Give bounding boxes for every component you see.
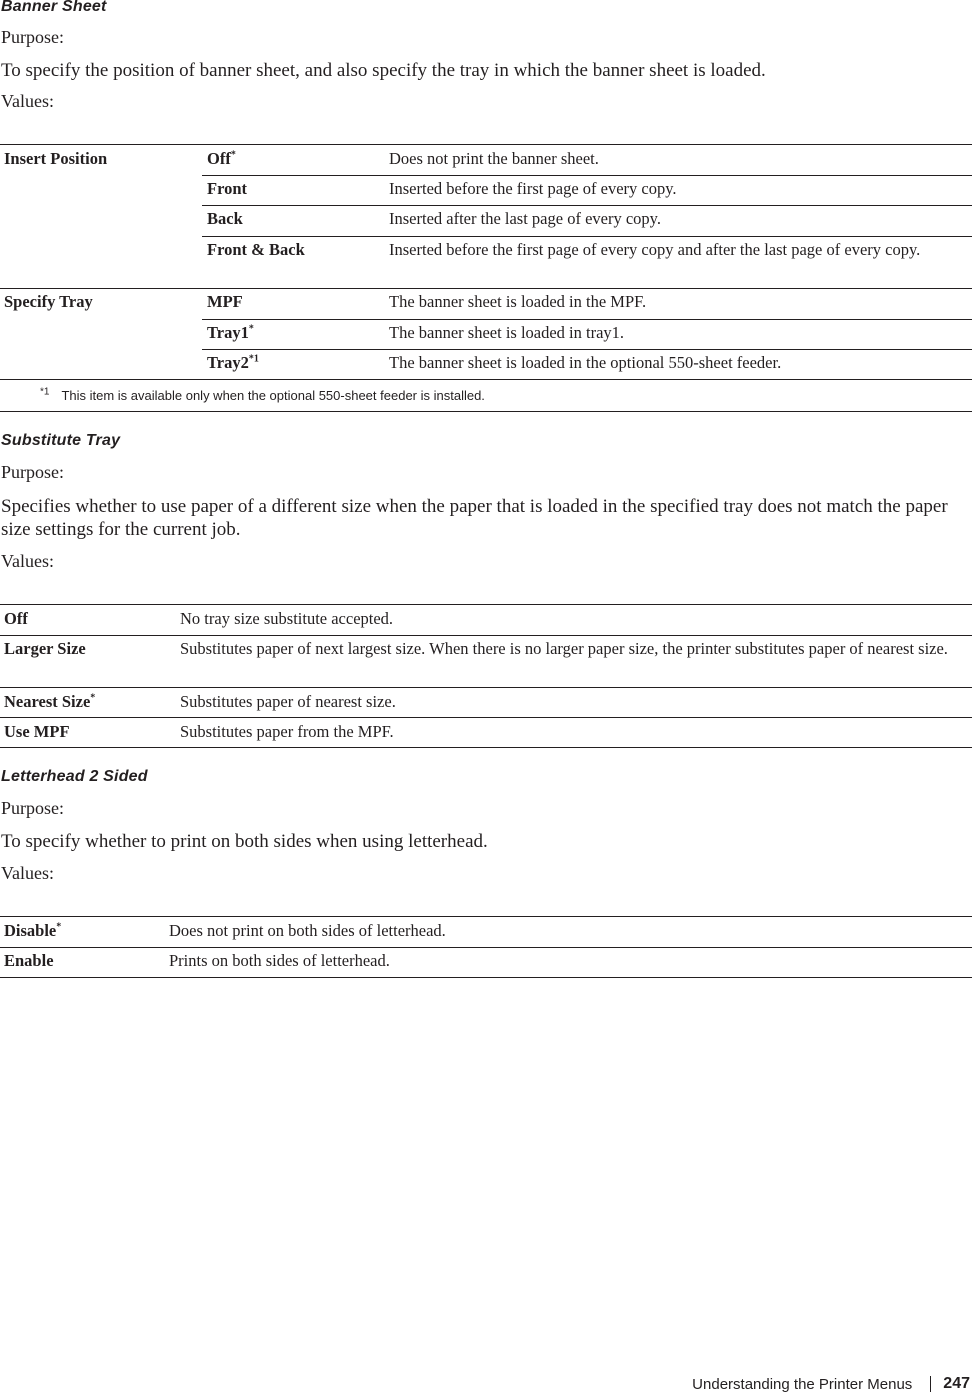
value-description: Inserted before the first page of every copy and after the last page of every copy. bbox=[389, 240, 921, 259]
value-label: Off bbox=[4, 609, 28, 628]
section-title-banner-sheet: Banner Sheet bbox=[1, 0, 107, 15]
table-rule bbox=[0, 635, 972, 636]
table-row bbox=[207, 148, 236, 170]
group-insert-position: Insert Position bbox=[4, 149, 108, 168]
value-description: Inserted before the first page of every copy. bbox=[389, 179, 677, 198]
table-rule bbox=[0, 687, 972, 688]
value-label: Tray1 bbox=[207, 323, 249, 342]
table-rule bbox=[202, 175, 972, 176]
footer-section-title: Understanding the Printer Menus bbox=[692, 1375, 913, 1393]
table-row bbox=[207, 239, 305, 261]
table-rule bbox=[202, 319, 972, 320]
value-label: Larger Size bbox=[4, 639, 86, 658]
table-rule bbox=[0, 604, 972, 605]
purpose-text: To specify the position of banner sheet, and also specify the tray in which the banner sheet is loaded. bbox=[1, 60, 766, 81]
table-row bbox=[4, 691, 95, 713]
value-label: Front & Back bbox=[207, 240, 305, 259]
default-mark: * bbox=[56, 921, 62, 933]
footnote-mark: *1 bbox=[40, 386, 50, 398]
table-row bbox=[207, 322, 254, 344]
value-label: MPF bbox=[207, 292, 243, 311]
value-label: Nearest Size bbox=[4, 692, 91, 711]
value-label: Use MPF bbox=[4, 722, 70, 741]
values-label: Values: bbox=[1, 863, 54, 883]
table-rule bbox=[202, 205, 972, 206]
table-row bbox=[4, 638, 86, 660]
table-row bbox=[207, 178, 247, 200]
table-row bbox=[4, 950, 54, 972]
value-description: Substitutes paper from the MPF. bbox=[180, 722, 394, 741]
default-mark: * bbox=[248, 323, 254, 335]
value-label: Off bbox=[207, 149, 231, 168]
value-label: Back bbox=[207, 209, 243, 228]
value-description: Does not print the banner sheet. bbox=[389, 149, 599, 168]
table-rule bbox=[0, 916, 972, 917]
value-description: Inserted after the last page of every copy. bbox=[389, 209, 661, 228]
purpose-text: Specifies whether to use paper of a different size when the paper that is loaded in the specified tray does not match the paper size settings for the current job. bbox=[1, 496, 948, 540]
table-rule bbox=[0, 717, 972, 718]
table-rule bbox=[202, 349, 972, 350]
value-description: Substitutes paper of nearest size. bbox=[180, 692, 396, 711]
table-rule bbox=[0, 288, 972, 289]
value-label: Disable bbox=[4, 921, 57, 940]
purpose-label: Purpose: bbox=[1, 798, 64, 818]
purpose-label: Purpose: bbox=[1, 462, 64, 482]
page-footer bbox=[692, 1375, 970, 1393]
value-label: Tray2 bbox=[207, 353, 249, 372]
section-title-substitute-tray: Substitute Tray bbox=[1, 432, 121, 449]
footnote-text: This item is available only when the optional 550-sheet feeder is installed. bbox=[61, 388, 485, 403]
table-row bbox=[4, 608, 28, 630]
table-rule bbox=[0, 947, 972, 948]
default-mark: * bbox=[90, 692, 96, 704]
footnote-ref: *1 bbox=[248, 353, 259, 365]
values-label: Values: bbox=[1, 551, 54, 571]
page-number: 247 bbox=[943, 1375, 970, 1392]
purpose-label: Purpose: bbox=[1, 27, 64, 47]
value-label: Enable bbox=[4, 951, 54, 970]
table-rule bbox=[0, 144, 972, 145]
table-footnote bbox=[40, 388, 485, 403]
value-description: Does not print on both sides of letterhead. bbox=[169, 921, 446, 940]
table-rule bbox=[0, 411, 972, 412]
value-label: Front bbox=[207, 179, 248, 198]
table-rule bbox=[0, 747, 972, 748]
group-specify-tray: Specify Tray bbox=[4, 292, 93, 311]
table-row bbox=[4, 721, 70, 743]
value-description: No tray size substitute accepted. bbox=[180, 609, 394, 628]
value-description: The banner sheet is loaded in the MPF. bbox=[389, 292, 647, 311]
table-rule bbox=[202, 236, 972, 237]
value-description: Prints on both sides of letterhead. bbox=[169, 951, 390, 970]
table-row bbox=[207, 352, 259, 374]
default-mark: * bbox=[230, 149, 236, 161]
table-row bbox=[207, 208, 243, 230]
table-rule bbox=[0, 977, 972, 978]
table-row bbox=[207, 291, 243, 313]
value-description: The banner sheet is loaded in tray1. bbox=[389, 323, 625, 342]
table-row bbox=[4, 920, 61, 942]
value-description: The banner sheet is loaded in the optional 550-sheet feeder. bbox=[389, 353, 782, 372]
section-title-letterhead-2-sided: Letterhead 2 Sided bbox=[1, 768, 148, 785]
purpose-text: To specify whether to print on both sides when using letterhead. bbox=[1, 831, 488, 852]
footer-divider bbox=[930, 1376, 931, 1392]
table-rule bbox=[0, 379, 972, 380]
values-label: Values: bbox=[1, 91, 54, 111]
value-description: Substitutes paper of next largest size. When there is no larger paper size, the printer substitutes paper of nearest size. bbox=[180, 639, 948, 658]
